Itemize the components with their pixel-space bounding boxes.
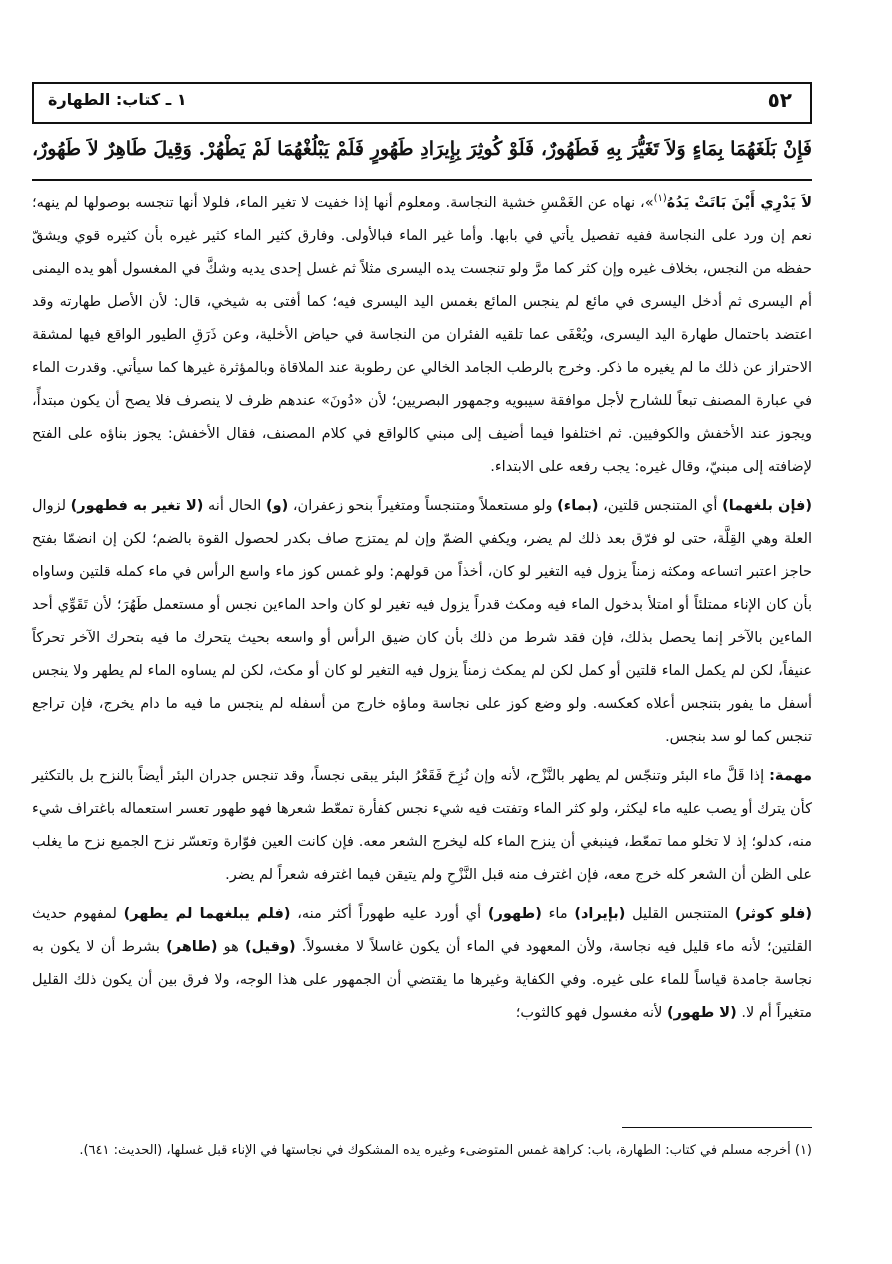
- matn-quote: (فإن بلغهما): [722, 497, 813, 514]
- text-run: هو: [217, 938, 245, 955]
- footnote-divider: [622, 1127, 812, 1128]
- text-run: أي المتنجس قلتين،: [598, 497, 723, 514]
- paragraph-3-text: إذا قَلَّ ماء البئر وتنجّس لم يطهر بالنَّزْح، لأنه وإن نُزِحَ فَقَعْرُ البئر يبقى نجساً، وقد تنجس جدران البئر أيضاً بالنزح بل بالتكثير كأن يترك أو يصب عليه ماء ليكثر، ولو كثر الماء وتفتت فيه شيء نجس كفأرة تمعّط شعرها فهو طهور تعسر استعماله باغتراف شيء منه، كدلو؛ إذ لا تخلو مما تمعّط، فينبغي أن ينزح الماء كله ليخرج الشعر معه. فإن كانت العين فوّارة وتعسّر نزح الجميع نزح ما يغلب على الظن أن الشعر كله خرج معه، فإن اغترف منه قبل النَّزْحِ ولم يتيقن فيما اغترفه شعراً لم يضر.: [32, 767, 812, 883]
- text-run: ماء: [541, 905, 575, 922]
- matn-quote: (بإيراد): [574, 905, 626, 922]
- matn-quote: (و): [265, 497, 289, 514]
- matn-quote: (بماء): [557, 497, 599, 514]
- note-label: مهمة:: [769, 767, 812, 784]
- text-run: لزوال العلة وهي القِلَّة، حتى لو فرّق بعد ذلك لم يضر، ويكفي الضمّ وإن لم يمتزج صاف بكدر لحصول القوة بالضم؛ لكن إن انضمّا بفتح حاجز اعتبر اتساعه ومكثه زمناً يزول فيه التغير لو كان، أخذاً من قولهم: ولو غمس كوز ماء واسع الرأس في ماء كمله قلتين وساواه بأن كان الإناء ممتلئاً أو امتلأ بدخول الماء فيه ومكث قدراً يزول فيه تغير لو كان واحد الماءين نجس أو مستعمل طَهُرَ؛ لأن تَقَوِّي أحد الماءين بالآخر إنما يحصل بذلك، فإن فقد شرط من ذلك بأن كان ضيق الرأس أو واسعه بحيث يتحرك ما فيه بتحرك الآخر تحركاً عنيفاً، لكن لم يكمل الماء قلتين أو كمل لكن لم يمكث زمناً يزول فيه التغير لو كان أو مكث، لكن لم يساوه الماء لم يطهر ولا ينجس أسفل ما يفور بتنجس أعلاه كعكسه. ولو وضع كوز على نجاسة وماؤه خارج من أسفله لم ينجس ما فيه ما دام يخرج، فإن تراجع تنجس كما لو سد بنجس.: [32, 497, 812, 745]
- matn-quote: (فلو كوثر): [735, 905, 812, 922]
- text-run: أي أورد عليه طهوراً أكثر منه،: [290, 905, 488, 922]
- text-run: لمفهوم حديث القلتين؛ لأنه ماء قليل فيه نجاسة، ولأن المعهود في الماء أن يكون غاسلاً لا مغسولاً.: [32, 905, 812, 955]
- text-run: بشرط أن لا يكون به نجاسة جامدة قياساً للماء على غيره. وفي الكفاية وغيرها ما يقتضي أن الجمهور على هذا الوجه، ولا فرق بين أن يكون ذلك القليل متغيراً أم لا.: [32, 938, 812, 1021]
- page-header: [32, 82, 812, 124]
- document-page: [32, 82, 812, 1212]
- text-run: ولو مستعملاً ومتنجساً ومتغيراً بنحو زعفران،: [288, 497, 558, 514]
- matn-text: فَإِنْ بَلَغَهُمَا بِمَاءٍ وَلاَ تَغَيُّرَ بِهِ فَطَهُورٌ، فَلَوْ كُوثِرَ بِإِيرَادِ طَهُورٍ فَلَمْ يَبْلُغْهُمَا لَمْ يَطْهُرْ. وَقِيلَ طَاهِرٌ لاَ طَهُورٌ،: [32, 138, 812, 160]
- paragraph-2: [32, 490, 812, 754]
- page-number: ٥٢: [767, 88, 792, 112]
- text-run: الحال أنه: [203, 497, 266, 514]
- paragraph-1-text: »، نهاه عن الغَمْسِ خشية النجاسة. ومعلوم أنها إذا خفيت لا تغير الماء، فلولا أنها تنجسه بوصولها لم ينهه؛ نعم إن ورد على النجاسة ففيه تفصيل يأتي في بابها. وأما غير الماء فبالأولى. وفارق كثير الماء كثير غيره بأن كثيره قوي ويشقّ حفظه من النجس، بخلاف غيره وإن كثر كما مرَّ ولو تنجست يده اليسرى مثلاً ثم غسل إحدى يديه وشكَّ في المغسول أهو يده اليمنى أم اليسرى ثم أدخل اليسرى في مائع لم ينجس المائع بغمس اليد اليسرى فيه؛ كما أفتى به شيخي، قال: لأن الأصل طهارته وقد اعتضد باحتمال طهارة اليد اليسرى، ويُعْفَى عما تلقيه الفئران من النجاسة في حياض الأخلية، وعن ذَرَقِ الطيور الواقع فيها لمشقة الاحتراز عن ذلك ما لم يغيره ما ذكر. وخرج بالرطب الجامد الخالي عن رطوبة عند الملاقاة وبالمؤثرة غيرها كما سيأتي. وقدرت الماء في عبارة المصنف تبعاً للشارح لأجل موافقة سيبويه وجمهور البصريين؛ لأن «دُونَ» عندهم ظرف لا ينصرف فلا يصح أن يكون مبتدأً، ويجوز عند الأخفش والكوفيين. ثم اختلفوا فيما أضيف إلى مبني كالواقع في كلام المصنف، فقال الأخفش: يجوز بناؤه على الفتح لإضافته إلى مبنيّ، وقال غيره: يجب رفعه على الابتداء.: [32, 194, 812, 475]
- matn-quote: (لا تغير به فطهور): [70, 497, 204, 514]
- footnote-text: أخرجه مسلم في كتاب: الطهارة، باب: كراهة غمس المتوضىء وغيره يده المشكوك في نجاستها في الإناء قبل غسلها، (الحديث: ٦٤١).: [79, 1143, 791, 1158]
- matn-divider: [32, 179, 812, 181]
- footnote-marker: (١): [653, 193, 667, 204]
- matn-quote: (طهور): [487, 905, 542, 922]
- chapter-title: ١ ـ كتاب: الطهارة: [48, 90, 187, 109]
- matn-quote: (فلم يبلغهما لم يطهر): [123, 905, 291, 922]
- footnote: [32, 1138, 812, 1164]
- footnote-number: (١): [794, 1143, 812, 1158]
- matn-quote: (لا طهور): [666, 1004, 737, 1021]
- text-run: المتنجس القليل: [625, 905, 736, 922]
- paragraph-1: [32, 182, 812, 484]
- matn-quote: (طاهر): [166, 938, 218, 955]
- matn-quote: (وقيل): [244, 938, 296, 955]
- paragraph-3: [32, 760, 812, 892]
- paragraph-4: [32, 898, 812, 1030]
- commentary-body: [32, 182, 812, 1036]
- hadith-quote: لاَ يَدْرِي أَيْنَ بَاتَتْ يَدُهُ: [666, 194, 812, 211]
- text-run: لأنه مغسول فهو كالثوب؛: [515, 1004, 667, 1021]
